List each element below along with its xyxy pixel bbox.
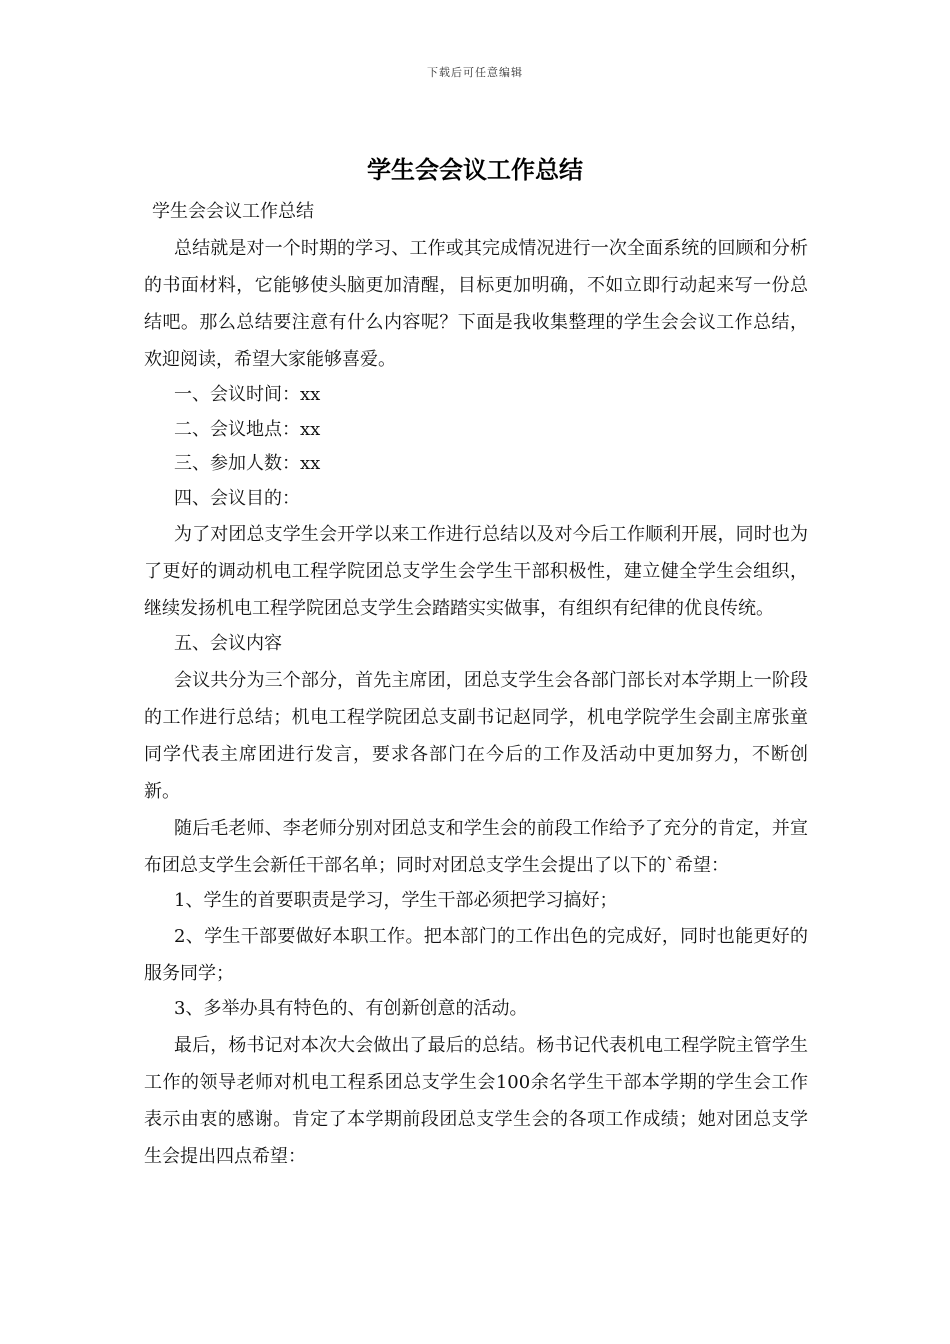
purpose-heading: 四、会议目的： [174, 487, 300, 509]
header-note: 下载后可任意编辑 [427, 66, 523, 79]
purpose-paragraph: 为了对团总支学生会开学以来工作进行总结以及对今后工作顺利开展，同时也为了更好的调动机电工程学院团总支学生会学生干部积极性，建立健全学生会组织，继续发扬机电工程学院团总支学生会踏踏实实做事，有组织有纪律的优良传统。 [144, 524, 808, 619]
content-heading: 五、会议内容 [174, 633, 282, 654]
document-subtitle: 学生会会议工作总结 [152, 201, 314, 222]
hope-item-1: 1、学生的首要职责是学习，学生干部必须把学习搞好； [174, 889, 618, 911]
intro-paragraph: 总结就是对一个时期的学习、工作或其完成情况进行一次全面系统的回顾和分析的书面材料，它能够使头脑更加清醒，目标更加明确，不如立即行动起来写一份总结吧。那么总结要注意有什么内容呢？下面是我收集整理的学生会会议工作总结，欢迎阅读，希望大家能够喜爱。 [144, 238, 808, 370]
document-body [144, 196, 808, 1175]
page-title: 学生会会议工作总结 [367, 156, 583, 184]
meeting-attendees: 三、参加人数：xx [174, 453, 321, 474]
hope-item-2: 2、学生干部要做好本职工作。把本部门的工作出色的完成好，同时也能更好的服务同学； [144, 926, 808, 984]
hope-item-3: 3、多举办具有特色的、有创新创意的活动。 [174, 998, 528, 1019]
meeting-time: 一、会议时间：xx [174, 384, 321, 405]
content-paragraph-2: 随后毛老师、李老师分别对团总支和学生会的前段工作给予了充分的肯定，并宣布团总支学生会新任干部名单；同时对团总支学生会提出了以下的`希望： [144, 817, 808, 876]
closing-paragraph: 最后，杨书记对本次大会做出了最后的总结。杨书记代表机电工程学院主管学生工作的领导老师对机电工程系团总支学生会100余名学生干部本学期的学生会工作表示由衷的感谢。肯定了本学期前段团总支学生会的各项工作成绩；她对团总支学生会提出四点希望： [144, 1034, 808, 1167]
content-paragraph-1: 会议共分为三个部分，首先主席团，团总支学生会各部门部长对本学期上一阶段的工作进行总结；机电工程学院团总支副书记赵同学，机电学院学生会副主席张童同学代表主席团进行发言，要求各部门在今后的工作及活动中更加努力，不断创新。 [144, 669, 808, 802]
meeting-place: 二、会议地点：xx [174, 418, 321, 440]
